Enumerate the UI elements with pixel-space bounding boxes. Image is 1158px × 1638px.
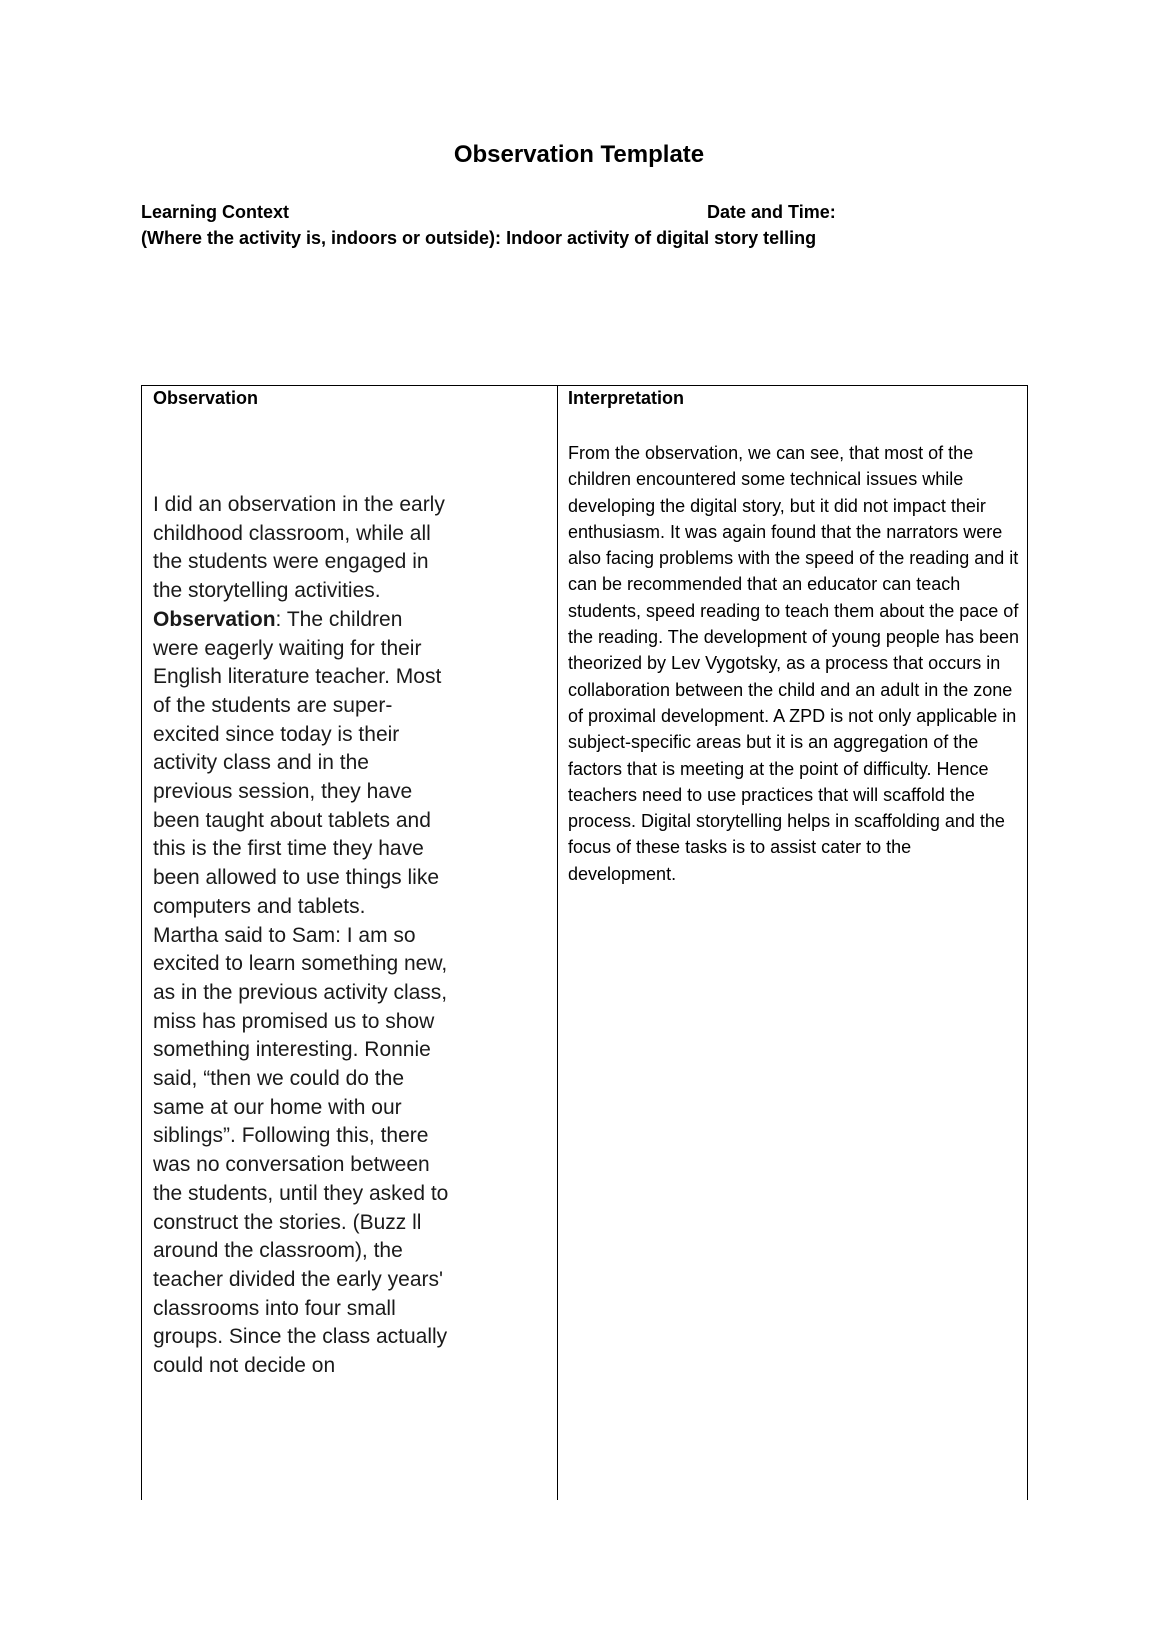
observation-column-header: Observation (153, 388, 259, 408)
learning-context-label: Learning Context (141, 202, 290, 222)
interpretation-column (568, 386, 1023, 1500)
observation-text (153, 491, 453, 1381)
observation-inline-label: Observation (153, 607, 276, 631)
activity-location-label: (Where the activity is, indoors or outside): (141, 228, 502, 248)
observation-column (153, 386, 453, 1500)
date-time-label: Date and Time: (707, 202, 836, 222)
observation-paragraph (153, 606, 453, 922)
column-divider (557, 386, 558, 1500)
activity-location-value: Indoor activity of digital story telling (506, 228, 817, 248)
observation-intro: I did an observation in the early childhood classroom, while all the students were engaged in the storytelling activities. (153, 493, 445, 603)
observation-table (141, 385, 1028, 1500)
page-title: Observation Template (453, 141, 705, 168)
interpretation-text: From the observation, we can see, that most of the children encountered some technical issues while developing the digital story, but it did not impact their enthusiasm. It was again found that the narrators were also facing problems with the speed of the reading and it can be recommended that an educator can teach students, speed reading to teach them about the pace of the reading. The development of young people has been theorized by Lev Vygotsky, as a process that occurs in collaboration between the child and an adult in the zone of proximal development. A ZPD is not only applicable in subject-specific areas but it is an aggregation of the factors that is meeting at the point of difficulty. Hence teachers need to use practices that will scaffold the process. Digital storytelling helps in scaffolding and the focus of these tasks is to assist cater to the development. (568, 443, 1020, 884)
observation-dialogue: Martha said to Sam: I am so excited to learn something new, as in the previous activity class, miss has promised us to show something interesting. Ronnie said, “then we could do the same at our home with our siblings”. Following this, there was no conversation between the students, until they asked to construct the stories. (Buzz ll around the classroom), the teacher divided the early years' classrooms into four small groups. Since the class actually could not decide on (153, 923, 449, 1378)
interpretation-column-header: Interpretation (568, 388, 685, 408)
observation-paragraph-text: : The children were eagerly waiting for their English literature teacher. Most of the students are super-excited since today is their activity class and in the previous session, they have been taught about tablets and this is the first time they have been allowed to use things like computers and tablets. (153, 607, 442, 918)
activity-location-line (141, 228, 816, 249)
